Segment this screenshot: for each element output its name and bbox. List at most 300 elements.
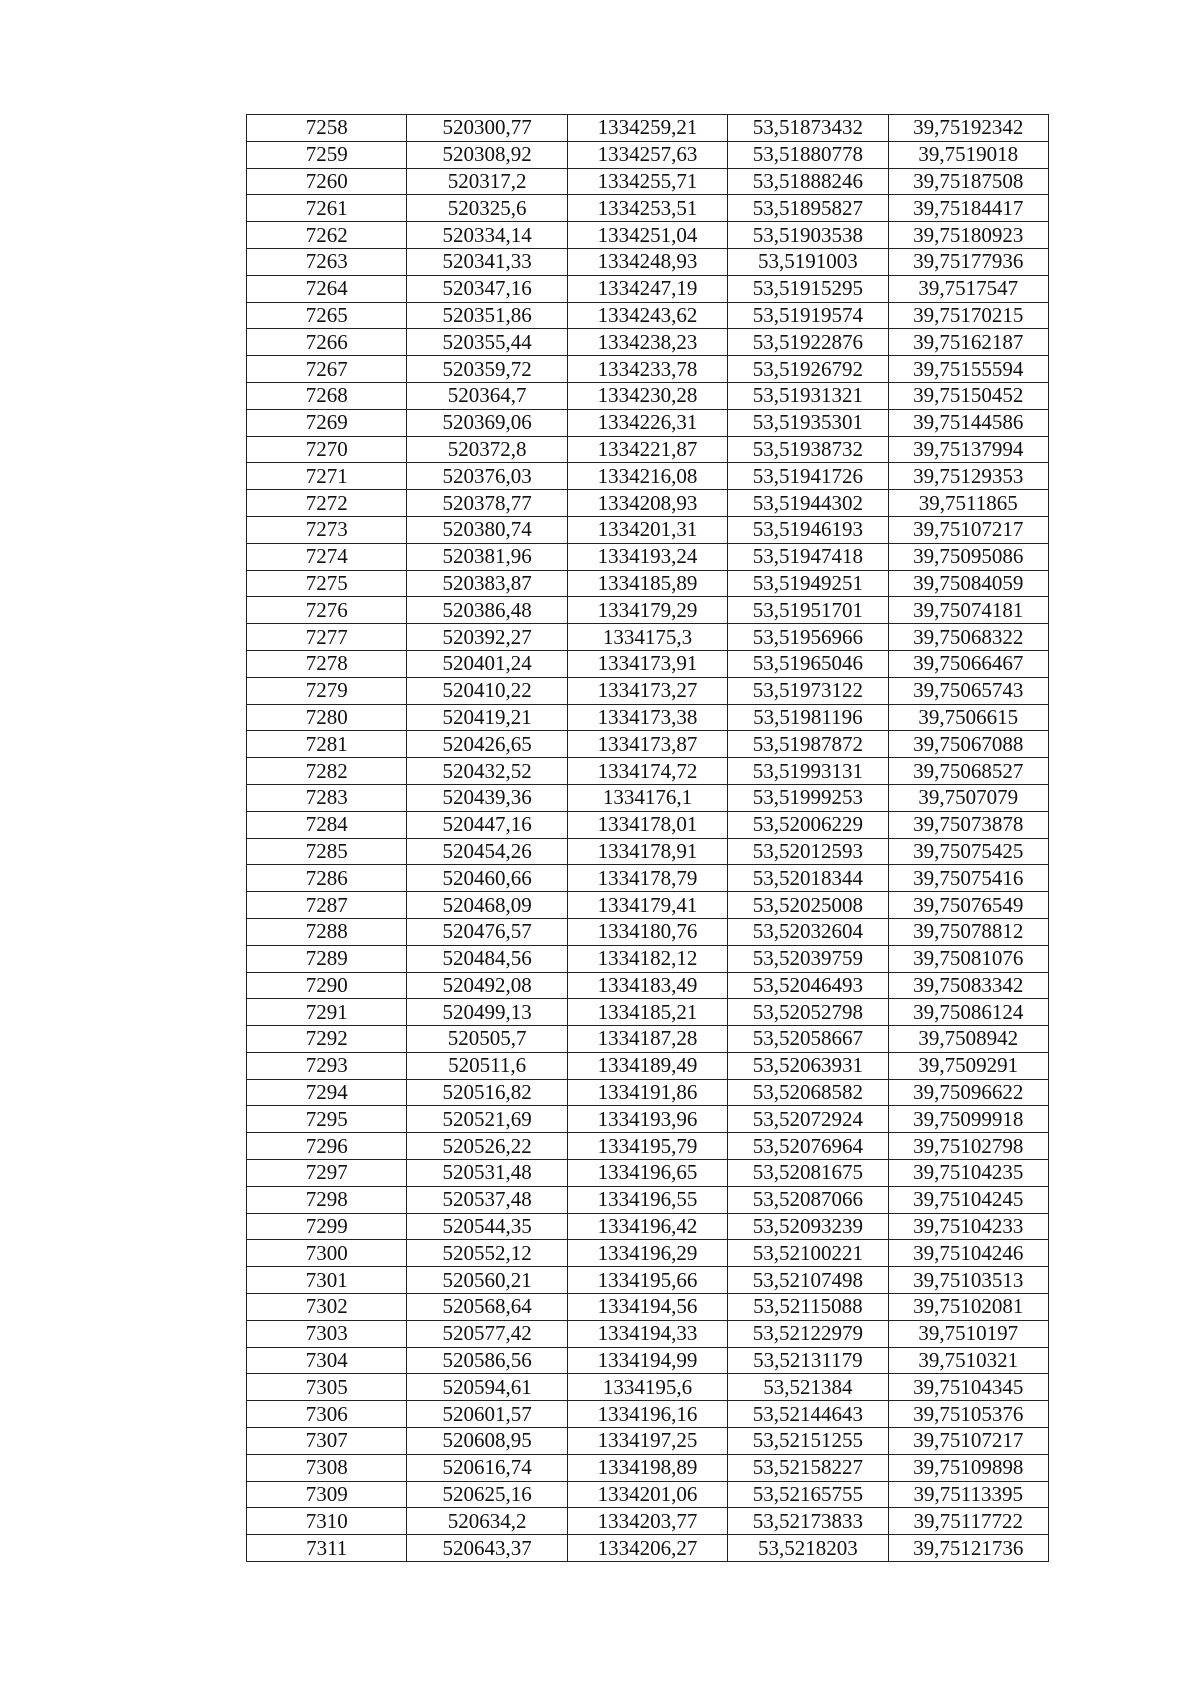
table-row bbox=[247, 168, 1049, 195]
point-number-cell: 7285 bbox=[247, 838, 407, 865]
longitude-cell: 39,75170215 bbox=[888, 302, 1048, 329]
point-number-cell: 7283 bbox=[247, 784, 407, 811]
longitude-cell: 39,75121736 bbox=[888, 1535, 1048, 1562]
x-coordinate-cell: 520317,2 bbox=[407, 168, 567, 195]
table-row bbox=[247, 222, 1049, 249]
latitude-cell: 53,51941726 bbox=[728, 463, 888, 490]
table-row bbox=[247, 704, 1049, 731]
latitude-cell: 53,51931321 bbox=[728, 382, 888, 409]
y-coordinate-cell: 1334191,86 bbox=[567, 1079, 727, 1106]
table-row bbox=[247, 329, 1049, 356]
latitude-cell: 53,51919574 bbox=[728, 302, 888, 329]
table-row bbox=[247, 490, 1049, 517]
point-number-cell: 7279 bbox=[247, 677, 407, 704]
table-row bbox=[247, 1133, 1049, 1160]
latitude-cell: 53,52151255 bbox=[728, 1428, 888, 1455]
point-number-cell: 7289 bbox=[247, 945, 407, 972]
latitude-cell: 53,52068582 bbox=[728, 1079, 888, 1106]
y-coordinate-cell: 1334180,76 bbox=[567, 918, 727, 945]
longitude-cell: 39,7509291 bbox=[888, 1052, 1048, 1079]
x-coordinate-cell: 520432,52 bbox=[407, 758, 567, 785]
latitude-cell: 53,5218203 bbox=[728, 1535, 888, 1562]
point-number-cell: 7260 bbox=[247, 168, 407, 195]
point-number-cell: 7298 bbox=[247, 1186, 407, 1213]
longitude-cell: 39,75107217 bbox=[888, 516, 1048, 543]
longitude-cell: 39,75184417 bbox=[888, 195, 1048, 222]
point-number-cell: 7280 bbox=[247, 704, 407, 731]
longitude-cell: 39,75075416 bbox=[888, 865, 1048, 892]
point-number-cell: 7296 bbox=[247, 1133, 407, 1160]
latitude-cell: 53,52131179 bbox=[728, 1347, 888, 1374]
x-coordinate-cell: 520625,16 bbox=[407, 1481, 567, 1508]
x-coordinate-cell: 520380,74 bbox=[407, 516, 567, 543]
y-coordinate-cell: 1334201,06 bbox=[567, 1481, 727, 1508]
longitude-cell: 39,75180923 bbox=[888, 222, 1048, 249]
latitude-cell: 53,52072924 bbox=[728, 1106, 888, 1133]
latitude-cell: 53,51903538 bbox=[728, 222, 888, 249]
table-row bbox=[247, 1026, 1049, 1053]
longitude-cell: 39,75177936 bbox=[888, 248, 1048, 275]
x-coordinate-cell: 520376,03 bbox=[407, 463, 567, 490]
longitude-cell: 39,75096622 bbox=[888, 1079, 1048, 1106]
table-row bbox=[247, 1294, 1049, 1321]
table-row bbox=[247, 597, 1049, 624]
latitude-cell: 53,51888246 bbox=[728, 168, 888, 195]
longitude-cell: 39,75129353 bbox=[888, 463, 1048, 490]
longitude-cell: 39,75102798 bbox=[888, 1133, 1048, 1160]
longitude-cell: 39,7510197 bbox=[888, 1320, 1048, 1347]
point-number-cell: 7293 bbox=[247, 1052, 407, 1079]
point-number-cell: 7305 bbox=[247, 1374, 407, 1401]
x-coordinate-cell: 520468,09 bbox=[407, 892, 567, 919]
latitude-cell: 53,52107498 bbox=[728, 1267, 888, 1294]
y-coordinate-cell: 1334178,91 bbox=[567, 838, 727, 865]
longitude-cell: 39,75081076 bbox=[888, 945, 1048, 972]
longitude-cell: 39,75155594 bbox=[888, 356, 1048, 383]
x-coordinate-cell: 520601,57 bbox=[407, 1401, 567, 1428]
y-coordinate-cell: 1334259,21 bbox=[567, 115, 727, 142]
table-row bbox=[247, 945, 1049, 972]
point-number-cell: 7274 bbox=[247, 543, 407, 570]
longitude-cell: 39,7517547 bbox=[888, 275, 1048, 302]
y-coordinate-cell: 1334175,3 bbox=[567, 624, 727, 651]
table-row bbox=[247, 1079, 1049, 1106]
y-coordinate-cell: 1334195,66 bbox=[567, 1267, 727, 1294]
longitude-cell: 39,75073878 bbox=[888, 811, 1048, 838]
y-coordinate-cell: 1334201,31 bbox=[567, 516, 727, 543]
latitude-cell: 53,52158227 bbox=[728, 1454, 888, 1481]
y-coordinate-cell: 1334196,55 bbox=[567, 1186, 727, 1213]
table-row bbox=[247, 1186, 1049, 1213]
point-number-cell: 7269 bbox=[247, 409, 407, 436]
longitude-cell: 39,7511865 bbox=[888, 490, 1048, 517]
point-number-cell: 7307 bbox=[247, 1428, 407, 1455]
table-row bbox=[247, 463, 1049, 490]
table-row bbox=[247, 758, 1049, 785]
table-row bbox=[247, 1267, 1049, 1294]
point-number-cell: 7273 bbox=[247, 516, 407, 543]
point-number-cell: 7288 bbox=[247, 918, 407, 945]
y-coordinate-cell: 1334178,79 bbox=[567, 865, 727, 892]
point-number-cell: 7259 bbox=[247, 141, 407, 168]
x-coordinate-cell: 520381,96 bbox=[407, 543, 567, 570]
y-coordinate-cell: 1334178,01 bbox=[567, 811, 727, 838]
point-number-cell: 7265 bbox=[247, 302, 407, 329]
table-row bbox=[247, 784, 1049, 811]
point-number-cell: 7284 bbox=[247, 811, 407, 838]
longitude-cell: 39,75076549 bbox=[888, 892, 1048, 919]
longitude-cell: 39,75107217 bbox=[888, 1428, 1048, 1455]
y-coordinate-cell: 1334253,51 bbox=[567, 195, 727, 222]
latitude-cell: 53,52052798 bbox=[728, 999, 888, 1026]
table-row bbox=[247, 1347, 1049, 1374]
point-number-cell: 7306 bbox=[247, 1401, 407, 1428]
y-coordinate-cell: 1334251,04 bbox=[567, 222, 727, 249]
latitude-cell: 53,51949251 bbox=[728, 570, 888, 597]
latitude-cell: 53,52165755 bbox=[728, 1481, 888, 1508]
latitude-cell: 53,52063931 bbox=[728, 1052, 888, 1079]
point-number-cell: 7281 bbox=[247, 731, 407, 758]
point-number-cell: 7267 bbox=[247, 356, 407, 383]
x-coordinate-cell: 520347,16 bbox=[407, 275, 567, 302]
latitude-cell: 53,51944302 bbox=[728, 490, 888, 517]
x-coordinate-cell: 520454,26 bbox=[407, 838, 567, 865]
longitude-cell: 39,7506615 bbox=[888, 704, 1048, 731]
table-row bbox=[247, 543, 1049, 570]
x-coordinate-cell: 520359,72 bbox=[407, 356, 567, 383]
y-coordinate-cell: 1334195,6 bbox=[567, 1374, 727, 1401]
table-row bbox=[247, 892, 1049, 919]
latitude-cell: 53,51947418 bbox=[728, 543, 888, 570]
longitude-cell: 39,75095086 bbox=[888, 543, 1048, 570]
x-coordinate-cell: 520372,8 bbox=[407, 436, 567, 463]
y-coordinate-cell: 1334226,31 bbox=[567, 409, 727, 436]
x-coordinate-cell: 520526,22 bbox=[407, 1133, 567, 1160]
coordinates-table-body bbox=[247, 115, 1049, 1562]
latitude-cell: 53,51915295 bbox=[728, 275, 888, 302]
point-number-cell: 7266 bbox=[247, 329, 407, 356]
y-coordinate-cell: 1334194,56 bbox=[567, 1294, 727, 1321]
longitude-cell: 39,75137994 bbox=[888, 436, 1048, 463]
y-coordinate-cell: 1334221,87 bbox=[567, 436, 727, 463]
latitude-cell: 53,52173833 bbox=[728, 1508, 888, 1535]
table-row bbox=[247, 918, 1049, 945]
latitude-cell: 53,52144643 bbox=[728, 1401, 888, 1428]
y-coordinate-cell: 1334183,49 bbox=[567, 972, 727, 999]
table-row bbox=[247, 570, 1049, 597]
latitude-cell: 53,51965046 bbox=[728, 650, 888, 677]
latitude-cell: 53,5191003 bbox=[728, 248, 888, 275]
point-number-cell: 7294 bbox=[247, 1079, 407, 1106]
longitude-cell: 39,75074181 bbox=[888, 597, 1048, 624]
point-number-cell: 7292 bbox=[247, 1026, 407, 1053]
latitude-cell: 53,51922876 bbox=[728, 329, 888, 356]
y-coordinate-cell: 1334243,62 bbox=[567, 302, 727, 329]
y-coordinate-cell: 1334233,78 bbox=[567, 356, 727, 383]
point-number-cell: 7272 bbox=[247, 490, 407, 517]
latitude-cell: 53,52087066 bbox=[728, 1186, 888, 1213]
latitude-cell: 53,51956966 bbox=[728, 624, 888, 651]
table-row bbox=[247, 865, 1049, 892]
latitude-cell: 53,51895827 bbox=[728, 195, 888, 222]
point-number-cell: 7278 bbox=[247, 650, 407, 677]
point-number-cell: 7287 bbox=[247, 892, 407, 919]
x-coordinate-cell: 520586,56 bbox=[407, 1347, 567, 1374]
latitude-cell: 53,52093239 bbox=[728, 1213, 888, 1240]
x-coordinate-cell: 520643,37 bbox=[407, 1535, 567, 1562]
table-row bbox=[247, 650, 1049, 677]
x-coordinate-cell: 520325,6 bbox=[407, 195, 567, 222]
x-coordinate-cell: 520568,64 bbox=[407, 1294, 567, 1321]
table-row bbox=[247, 1454, 1049, 1481]
table-row bbox=[247, 677, 1049, 704]
y-coordinate-cell: 1334194,99 bbox=[567, 1347, 727, 1374]
table-row bbox=[247, 1240, 1049, 1267]
longitude-cell: 39,75099918 bbox=[888, 1106, 1048, 1133]
table-row bbox=[247, 972, 1049, 999]
latitude-cell: 53,52012593 bbox=[728, 838, 888, 865]
y-coordinate-cell: 1334187,28 bbox=[567, 1026, 727, 1053]
table-row bbox=[247, 115, 1049, 142]
x-coordinate-cell: 520516,82 bbox=[407, 1079, 567, 1106]
x-coordinate-cell: 520537,48 bbox=[407, 1186, 567, 1213]
y-coordinate-cell: 1334185,21 bbox=[567, 999, 727, 1026]
latitude-cell: 53,52076964 bbox=[728, 1133, 888, 1160]
point-number-cell: 7301 bbox=[247, 1267, 407, 1294]
point-number-cell: 7299 bbox=[247, 1213, 407, 1240]
x-coordinate-cell: 520608,95 bbox=[407, 1428, 567, 1455]
x-coordinate-cell: 520616,74 bbox=[407, 1454, 567, 1481]
y-coordinate-cell: 1334197,25 bbox=[567, 1428, 727, 1455]
longitude-cell: 39,75104233 bbox=[888, 1213, 1048, 1240]
y-coordinate-cell: 1334203,77 bbox=[567, 1508, 727, 1535]
y-coordinate-cell: 1334195,79 bbox=[567, 1133, 727, 1160]
point-number-cell: 7295 bbox=[247, 1106, 407, 1133]
y-coordinate-cell: 1334196,65 bbox=[567, 1160, 727, 1187]
longitude-cell: 39,75104235 bbox=[888, 1160, 1048, 1187]
point-number-cell: 7300 bbox=[247, 1240, 407, 1267]
x-coordinate-cell: 520552,12 bbox=[407, 1240, 567, 1267]
table-row bbox=[247, 409, 1049, 436]
longitude-cell: 39,75068527 bbox=[888, 758, 1048, 785]
x-coordinate-cell: 520577,42 bbox=[407, 1320, 567, 1347]
latitude-cell: 53,51951701 bbox=[728, 597, 888, 624]
longitude-cell: 39,75086124 bbox=[888, 999, 1048, 1026]
x-coordinate-cell: 520308,92 bbox=[407, 141, 567, 168]
y-coordinate-cell: 1334193,24 bbox=[567, 543, 727, 570]
y-coordinate-cell: 1334230,28 bbox=[567, 382, 727, 409]
table-row bbox=[247, 275, 1049, 302]
x-coordinate-cell: 520511,6 bbox=[407, 1052, 567, 1079]
latitude-cell: 53,52100221 bbox=[728, 1240, 888, 1267]
latitude-cell: 53,52046493 bbox=[728, 972, 888, 999]
longitude-cell: 39,75109898 bbox=[888, 1454, 1048, 1481]
y-coordinate-cell: 1334182,12 bbox=[567, 945, 727, 972]
table-row bbox=[247, 838, 1049, 865]
point-number-cell: 7286 bbox=[247, 865, 407, 892]
x-coordinate-cell: 520369,06 bbox=[407, 409, 567, 436]
longitude-cell: 39,75162187 bbox=[888, 329, 1048, 356]
y-coordinate-cell: 1334194,33 bbox=[567, 1320, 727, 1347]
y-coordinate-cell: 1334196,29 bbox=[567, 1240, 727, 1267]
table-row bbox=[247, 1401, 1049, 1428]
latitude-cell: 53,52122979 bbox=[728, 1320, 888, 1347]
y-coordinate-cell: 1334173,38 bbox=[567, 704, 727, 731]
x-coordinate-cell: 520560,21 bbox=[407, 1267, 567, 1294]
point-number-cell: 7291 bbox=[247, 999, 407, 1026]
longitude-cell: 39,7510321 bbox=[888, 1347, 1048, 1374]
longitude-cell: 39,75104345 bbox=[888, 1374, 1048, 1401]
y-coordinate-cell: 1334179,29 bbox=[567, 597, 727, 624]
latitude-cell: 53,51880778 bbox=[728, 141, 888, 168]
longitude-cell: 39,75104245 bbox=[888, 1186, 1048, 1213]
longitude-cell: 39,75187508 bbox=[888, 168, 1048, 195]
point-number-cell: 7268 bbox=[247, 382, 407, 409]
table-row bbox=[247, 195, 1049, 222]
point-number-cell: 7304 bbox=[247, 1347, 407, 1374]
x-coordinate-cell: 520355,44 bbox=[407, 329, 567, 356]
table-row bbox=[247, 302, 1049, 329]
x-coordinate-cell: 520460,66 bbox=[407, 865, 567, 892]
x-coordinate-cell: 520401,24 bbox=[407, 650, 567, 677]
y-coordinate-cell: 1334173,27 bbox=[567, 677, 727, 704]
y-coordinate-cell: 1334185,89 bbox=[567, 570, 727, 597]
latitude-cell: 53,52006229 bbox=[728, 811, 888, 838]
y-coordinate-cell: 1334189,49 bbox=[567, 1052, 727, 1079]
point-number-cell: 7258 bbox=[247, 115, 407, 142]
x-coordinate-cell: 520300,77 bbox=[407, 115, 567, 142]
table-row bbox=[247, 624, 1049, 651]
latitude-cell: 53,51926792 bbox=[728, 356, 888, 383]
table-row bbox=[247, 436, 1049, 463]
x-coordinate-cell: 520484,56 bbox=[407, 945, 567, 972]
point-number-cell: 7276 bbox=[247, 597, 407, 624]
longitude-cell: 39,75083342 bbox=[888, 972, 1048, 999]
longitude-cell: 39,75084059 bbox=[888, 570, 1048, 597]
table-row bbox=[247, 1052, 1049, 1079]
y-coordinate-cell: 1334179,41 bbox=[567, 892, 727, 919]
point-number-cell: 7302 bbox=[247, 1294, 407, 1321]
point-number-cell: 7303 bbox=[247, 1320, 407, 1347]
point-number-cell: 7261 bbox=[247, 195, 407, 222]
longitude-cell: 39,7508942 bbox=[888, 1026, 1048, 1053]
latitude-cell: 53,51987872 bbox=[728, 731, 888, 758]
x-coordinate-cell: 520594,61 bbox=[407, 1374, 567, 1401]
x-coordinate-cell: 520492,08 bbox=[407, 972, 567, 999]
latitude-cell: 53,51935301 bbox=[728, 409, 888, 436]
x-coordinate-cell: 520334,14 bbox=[407, 222, 567, 249]
x-coordinate-cell: 520531,48 bbox=[407, 1160, 567, 1187]
point-number-cell: 7290 bbox=[247, 972, 407, 999]
point-number-cell: 7310 bbox=[247, 1508, 407, 1535]
table-row bbox=[247, 999, 1049, 1026]
y-coordinate-cell: 1334174,72 bbox=[567, 758, 727, 785]
point-number-cell: 7277 bbox=[247, 624, 407, 651]
x-coordinate-cell: 520378,77 bbox=[407, 490, 567, 517]
table-row bbox=[247, 382, 1049, 409]
longitude-cell: 39,75144586 bbox=[888, 409, 1048, 436]
table-row bbox=[247, 1481, 1049, 1508]
y-coordinate-cell: 1334216,08 bbox=[567, 463, 727, 490]
longitude-cell: 39,75113395 bbox=[888, 1481, 1048, 1508]
latitude-cell: 53,51946193 bbox=[728, 516, 888, 543]
x-coordinate-cell: 520439,36 bbox=[407, 784, 567, 811]
point-number-cell: 7263 bbox=[247, 248, 407, 275]
point-number-cell: 7297 bbox=[247, 1160, 407, 1187]
table-row bbox=[247, 516, 1049, 543]
longitude-cell: 39,75150452 bbox=[888, 382, 1048, 409]
x-coordinate-cell: 520341,33 bbox=[407, 248, 567, 275]
latitude-cell: 53,52032604 bbox=[728, 918, 888, 945]
x-coordinate-cell: 520505,7 bbox=[407, 1026, 567, 1053]
table-row bbox=[247, 1535, 1049, 1562]
table-row bbox=[247, 811, 1049, 838]
point-number-cell: 7264 bbox=[247, 275, 407, 302]
table-row bbox=[247, 1428, 1049, 1455]
longitude-cell: 39,75102081 bbox=[888, 1294, 1048, 1321]
table-row bbox=[247, 1213, 1049, 1240]
x-coordinate-cell: 520410,22 bbox=[407, 677, 567, 704]
point-number-cell: 7308 bbox=[247, 1454, 407, 1481]
point-number-cell: 7275 bbox=[247, 570, 407, 597]
table-row bbox=[247, 1508, 1049, 1535]
latitude-cell: 53,52081675 bbox=[728, 1160, 888, 1187]
longitude-cell: 39,75117722 bbox=[888, 1508, 1048, 1535]
y-coordinate-cell: 1334255,71 bbox=[567, 168, 727, 195]
longitude-cell: 39,75078812 bbox=[888, 918, 1048, 945]
y-coordinate-cell: 1334196,42 bbox=[567, 1213, 727, 1240]
table-row bbox=[247, 356, 1049, 383]
y-coordinate-cell: 1334206,27 bbox=[567, 1535, 727, 1562]
y-coordinate-cell: 1334257,63 bbox=[567, 141, 727, 168]
x-coordinate-cell: 520521,69 bbox=[407, 1106, 567, 1133]
x-coordinate-cell: 520447,16 bbox=[407, 811, 567, 838]
point-number-cell: 7311 bbox=[247, 1535, 407, 1562]
point-number-cell: 7282 bbox=[247, 758, 407, 785]
latitude-cell: 53,51999253 bbox=[728, 784, 888, 811]
latitude-cell: 53,52025008 bbox=[728, 892, 888, 919]
x-coordinate-cell: 520476,57 bbox=[407, 918, 567, 945]
point-number-cell: 7271 bbox=[247, 463, 407, 490]
latitude-cell: 53,521384 bbox=[728, 1374, 888, 1401]
table-row bbox=[247, 1106, 1049, 1133]
y-coordinate-cell: 1334173,91 bbox=[567, 650, 727, 677]
table-row bbox=[247, 248, 1049, 275]
latitude-cell: 53,51938732 bbox=[728, 436, 888, 463]
table-row bbox=[247, 1374, 1049, 1401]
table-row bbox=[247, 1160, 1049, 1187]
x-coordinate-cell: 520383,87 bbox=[407, 570, 567, 597]
longitude-cell: 39,75075425 bbox=[888, 838, 1048, 865]
x-coordinate-cell: 520351,86 bbox=[407, 302, 567, 329]
longitude-cell: 39,7507079 bbox=[888, 784, 1048, 811]
latitude-cell: 53,52115088 bbox=[728, 1294, 888, 1321]
y-coordinate-cell: 1334247,19 bbox=[567, 275, 727, 302]
y-coordinate-cell: 1334248,93 bbox=[567, 248, 727, 275]
latitude-cell: 53,51981196 bbox=[728, 704, 888, 731]
latitude-cell: 53,52039759 bbox=[728, 945, 888, 972]
longitude-cell: 39,75067088 bbox=[888, 731, 1048, 758]
table-row bbox=[247, 731, 1049, 758]
x-coordinate-cell: 520499,13 bbox=[407, 999, 567, 1026]
longitude-cell: 39,7519018 bbox=[888, 141, 1048, 168]
latitude-cell: 53,51973122 bbox=[728, 677, 888, 704]
x-coordinate-cell: 520392,27 bbox=[407, 624, 567, 651]
point-number-cell: 7262 bbox=[247, 222, 407, 249]
y-coordinate-cell: 1334193,96 bbox=[567, 1106, 727, 1133]
latitude-cell: 53,51873432 bbox=[728, 115, 888, 142]
y-coordinate-cell: 1334173,87 bbox=[567, 731, 727, 758]
